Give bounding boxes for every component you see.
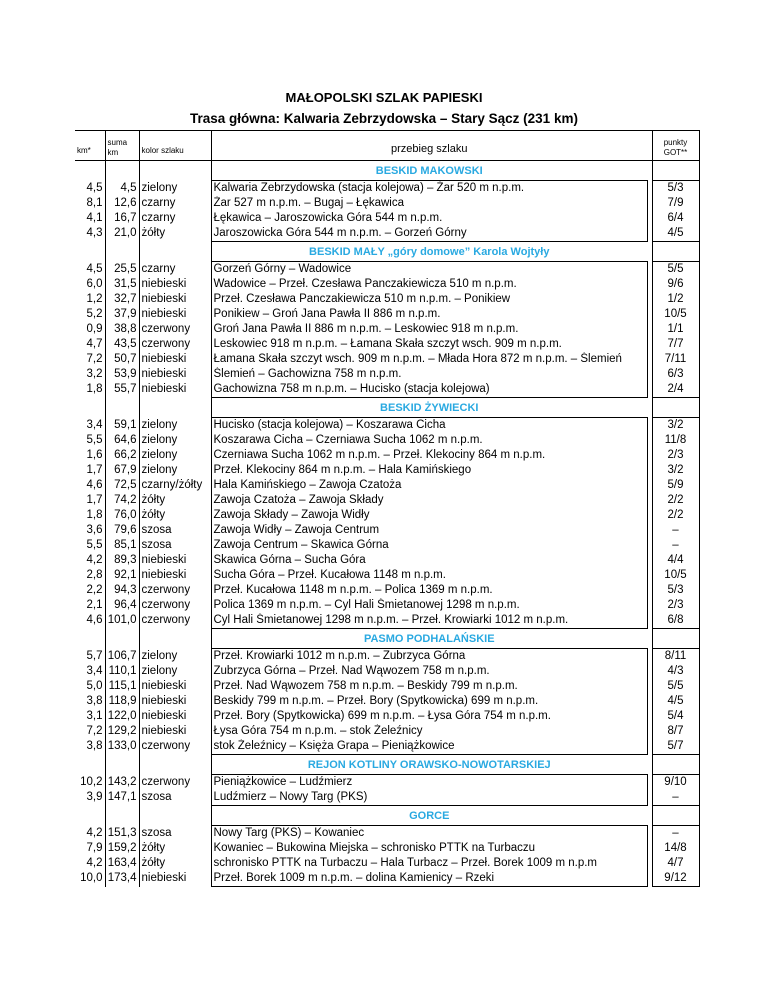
punkty-got-cell: 5/5 bbox=[652, 262, 699, 278]
suma-km-cell: 4,5 bbox=[105, 181, 139, 197]
header-km: km* bbox=[75, 131, 105, 161]
section-title: BESKID ŻYWIECKI bbox=[380, 402, 479, 414]
km-cell: 6,0 bbox=[75, 277, 105, 292]
punkty-got-cell: 2/2 bbox=[652, 493, 699, 508]
suma-km-cell: 38,8 bbox=[105, 322, 139, 337]
table-row bbox=[75, 418, 699, 434]
kolor-szlaku-cell: zielony bbox=[139, 448, 211, 463]
km-cell: 4,6 bbox=[75, 478, 105, 493]
suma-km-cell: 43,5 bbox=[105, 337, 139, 352]
suma-km-cell: 50,7 bbox=[105, 352, 139, 367]
km-cell: 7,9 bbox=[75, 841, 105, 856]
table-row bbox=[75, 448, 699, 463]
section-punkty-cell bbox=[652, 755, 699, 775]
table-row bbox=[75, 649, 699, 665]
kolor-szlaku-cell: niebieski bbox=[139, 307, 211, 322]
kolor-szlaku-cell: niebieski bbox=[139, 871, 211, 887]
kolor-szlaku-cell: czerwony bbox=[139, 775, 211, 791]
table-row bbox=[75, 664, 699, 679]
suma-km-cell: 94,3 bbox=[105, 583, 139, 598]
table-row bbox=[75, 508, 699, 523]
section-punkty-cell bbox=[652, 629, 699, 649]
punkty-got-cell: 6/3 bbox=[652, 367, 699, 382]
header-suma-km: suma km bbox=[105, 131, 139, 161]
suma-km-cell: 12,6 bbox=[105, 196, 139, 211]
przebieg-szlaku-cell: Gachowizna 758 m n.p.m. – Hucisko (stacja kolejowa) bbox=[211, 382, 647, 398]
przebieg-szlaku-cell: stok Żeleźnicy – Księża Grapa – Pieniążkowice bbox=[211, 739, 647, 755]
kolor-szlaku-cell: niebieski bbox=[139, 568, 211, 583]
przebieg-szlaku-cell: Hucisko (stacja kolejowa) – Koszarawa Cicha bbox=[211, 418, 647, 434]
section-header-row bbox=[75, 161, 699, 181]
document-subtitle: Trasa główna: Kalwaria Zebrzydowska – Stary Sącz (231 km) bbox=[190, 111, 578, 126]
punkty-got-cell: 2/3 bbox=[652, 448, 699, 463]
przebieg-szlaku-cell: Zubrzyca Górna – Przeł. Nad Wąwozem 758 m n.p.m. bbox=[211, 664, 647, 679]
suma-km-cell: 163,4 bbox=[105, 856, 139, 871]
suma-km-cell: 129,2 bbox=[105, 724, 139, 739]
km-cell: 8,1 bbox=[75, 196, 105, 211]
suma-km-cell: 96,4 bbox=[105, 598, 139, 613]
punkty-got-cell: 3/2 bbox=[652, 418, 699, 434]
przebieg-szlaku-cell: Przeł. Klekociny 864 m n.p.m. – Hala Kamińskiego bbox=[211, 463, 647, 478]
km-cell: 3,4 bbox=[75, 664, 105, 679]
kolor-szlaku-cell: czerwony bbox=[139, 739, 211, 755]
przebieg-szlaku-cell: Jaroszowicka Góra 544 m n.p.m. – Gorzeń Górny bbox=[211, 226, 647, 242]
km-cell: 1,7 bbox=[75, 463, 105, 478]
przebieg-szlaku-cell: Czerniawa Sucha 1062 m n.p.m. – Przeł. Klekociny 864 m n.p.m. bbox=[211, 448, 647, 463]
table-row bbox=[75, 856, 699, 871]
table-row bbox=[75, 367, 699, 382]
km-cell: 4,2 bbox=[75, 553, 105, 568]
suma-km-cell: 85,1 bbox=[105, 538, 139, 553]
table-row bbox=[75, 568, 699, 583]
section-suma-cell bbox=[105, 398, 139, 418]
km-cell: 2,1 bbox=[75, 598, 105, 613]
kolor-szlaku-cell: czerwony bbox=[139, 583, 211, 598]
table-row bbox=[75, 583, 699, 598]
kolor-szlaku-cell: czarny bbox=[139, 262, 211, 278]
table-row bbox=[75, 679, 699, 694]
kolor-szlaku-cell: niebieski bbox=[139, 553, 211, 568]
km-cell: 1,6 bbox=[75, 448, 105, 463]
przebieg-szlaku-cell: Łysa Góra 754 m n.p.m. – stok Żeleźnicy bbox=[211, 724, 647, 739]
przebieg-szlaku-cell: Zawoja Widły – Zawoja Centrum bbox=[211, 523, 647, 538]
suma-km-cell: 118,9 bbox=[105, 694, 139, 709]
km-cell: 5,7 bbox=[75, 649, 105, 665]
przebieg-szlaku-cell: Zawoja Czatoża – Zawoja Składy bbox=[211, 493, 647, 508]
table-row bbox=[75, 277, 699, 292]
punkty-got-cell: 1/2 bbox=[652, 292, 699, 307]
section-title: PASMO PODHALAŃSKIE bbox=[363, 633, 495, 645]
kolor-szlaku-cell: szosa bbox=[139, 790, 211, 806]
table-row bbox=[75, 382, 699, 398]
table-row bbox=[75, 841, 699, 856]
table-row bbox=[75, 709, 699, 724]
suma-km-cell: 133,0 bbox=[105, 739, 139, 755]
section-kolor-cell bbox=[139, 398, 211, 418]
table-row bbox=[75, 613, 699, 629]
przebieg-szlaku-cell: Hala Kamińskiego – Zawoja Czatoża bbox=[211, 478, 647, 493]
przebieg-szlaku-cell: Ślemień – Gachowizna 758 m n.p.m. bbox=[211, 367, 647, 382]
kolor-szlaku-cell: zielony bbox=[139, 664, 211, 679]
km-cell: 1,2 bbox=[75, 292, 105, 307]
section-header-row bbox=[75, 806, 699, 826]
km-cell: 3,2 bbox=[75, 367, 105, 382]
km-cell: 4,6 bbox=[75, 613, 105, 629]
section-kolor-cell bbox=[139, 755, 211, 775]
punkty-got-cell: 2/3 bbox=[652, 598, 699, 613]
kolor-szlaku-cell: zielony bbox=[139, 649, 211, 665]
kolor-szlaku-cell: czarny bbox=[139, 211, 211, 226]
section-header-row bbox=[75, 629, 699, 649]
table-row bbox=[75, 790, 699, 806]
suma-km-cell: 16,7 bbox=[105, 211, 139, 226]
punkty-got-cell: 14/8 bbox=[652, 841, 699, 856]
punkty-got-cell: 4/5 bbox=[652, 694, 699, 709]
suma-km-cell: 59,1 bbox=[105, 418, 139, 434]
table-row bbox=[75, 553, 699, 568]
punkty-got-cell: 5/7 bbox=[652, 739, 699, 755]
section-title: BESKID MAKOWSKI bbox=[375, 165, 483, 177]
punkty-got-cell: 2/2 bbox=[652, 508, 699, 523]
section-header-row bbox=[75, 755, 699, 775]
table-row bbox=[75, 211, 699, 226]
kolor-szlaku-cell: niebieski bbox=[139, 694, 211, 709]
table-row bbox=[75, 871, 699, 887]
kolor-szlaku-cell: niebieski bbox=[139, 367, 211, 382]
suma-km-cell: 32,7 bbox=[105, 292, 139, 307]
section-suma-cell bbox=[105, 806, 139, 826]
km-cell: 4,2 bbox=[75, 856, 105, 871]
punkty-got-cell: 4/5 bbox=[652, 226, 699, 242]
kolor-szlaku-cell: czerwony bbox=[139, 322, 211, 337]
punkty-got-cell: 6/4 bbox=[652, 211, 699, 226]
suma-km-cell: 31,5 bbox=[105, 277, 139, 292]
section-km-cell bbox=[75, 161, 105, 181]
suma-km-cell: 101,0 bbox=[105, 613, 139, 629]
punkty-got-cell: 8/7 bbox=[652, 724, 699, 739]
table-row bbox=[75, 538, 699, 553]
przebieg-szlaku-cell: Cyl Hali Śmietanowej 1298 m n.p.m. – Przeł. Krowiarki 1012 m n.p.m. bbox=[211, 613, 647, 629]
km-cell: 3,8 bbox=[75, 739, 105, 755]
punkty-got-cell: – bbox=[652, 523, 699, 538]
przebieg-szlaku-cell: Groń Jana Pawła II 886 m n.p.m. – Leskowiec 918 m n.p.m. bbox=[211, 322, 647, 337]
table-row bbox=[75, 775, 699, 791]
km-cell: 4,1 bbox=[75, 211, 105, 226]
przebieg-szlaku-cell: Zawoja Składy – Zawoja Widły bbox=[211, 508, 647, 523]
przebieg-szlaku-cell: Kalwaria Zebrzydowska (stacja kolejowa) – Żar 520 m n.p.m. bbox=[211, 181, 647, 197]
table-row bbox=[75, 307, 699, 322]
suma-km-cell: 25,5 bbox=[105, 262, 139, 278]
section-header-row bbox=[75, 398, 699, 418]
przebieg-szlaku-cell: Pieniążkowice – Ludźmierz bbox=[211, 775, 647, 791]
table-row bbox=[75, 196, 699, 211]
suma-km-cell: 21,0 bbox=[105, 226, 139, 242]
section-kolor-cell bbox=[139, 242, 211, 262]
km-cell: 1,7 bbox=[75, 493, 105, 508]
punkty-got-cell: – bbox=[652, 790, 699, 806]
suma-km-cell: 53,9 bbox=[105, 367, 139, 382]
punkty-got-cell: – bbox=[652, 826, 699, 842]
punkty-got-cell: 5/5 bbox=[652, 679, 699, 694]
km-cell: 5,5 bbox=[75, 538, 105, 553]
kolor-szlaku-cell: niebieski bbox=[139, 724, 211, 739]
suma-km-cell: 159,2 bbox=[105, 841, 139, 856]
kolor-szlaku-cell: niebieski bbox=[139, 382, 211, 398]
section-kolor-cell bbox=[139, 806, 211, 826]
punkty-got-cell: 5/4 bbox=[652, 709, 699, 724]
section-km-cell bbox=[75, 755, 105, 775]
header-przebieg-szlaku: przebieg szlaku bbox=[211, 131, 647, 161]
table-row bbox=[75, 322, 699, 337]
suma-km-cell: 55,7 bbox=[105, 382, 139, 398]
punkty-got-cell: 4/3 bbox=[652, 664, 699, 679]
kolor-szlaku-cell: szosa bbox=[139, 523, 211, 538]
przebieg-szlaku-cell: Łamana Skała szczyt wsch. 909 m n.p.m. – Młada Hora 872 m n.p.m. – Ślemień bbox=[211, 352, 647, 367]
suma-km-cell: 173,4 bbox=[105, 871, 139, 887]
section-suma-cell bbox=[105, 629, 139, 649]
table-header-row bbox=[75, 131, 699, 161]
suma-km-cell: 122,0 bbox=[105, 709, 139, 724]
kolor-szlaku-cell: zielony bbox=[139, 418, 211, 434]
przebieg-szlaku-cell: Polica 1369 m n.p.m. – Cyl Hali Śmietanowej 1298 m n.p.m. bbox=[211, 598, 647, 613]
section-punkty-cell bbox=[652, 242, 699, 262]
punkty-got-cell: 5/9 bbox=[652, 478, 699, 493]
punkty-got-cell: 10/5 bbox=[652, 307, 699, 322]
suma-km-cell: 76,0 bbox=[105, 508, 139, 523]
przebieg-szlaku-cell: Przeł. Nad Wąwozem 758 m n.p.m. – Beskidy 799 m n.p.m. bbox=[211, 679, 647, 694]
km-cell: 5,2 bbox=[75, 307, 105, 322]
km-cell: 7,2 bbox=[75, 352, 105, 367]
kolor-szlaku-cell: czerwony bbox=[139, 337, 211, 352]
section-kolor-cell bbox=[139, 161, 211, 181]
kolor-szlaku-cell: żółty bbox=[139, 841, 211, 856]
przebieg-szlaku-cell: Przeł. Bory (Spytkowicka) 699 m n.p.m. – Łysa Góra 754 m n.p.m. bbox=[211, 709, 647, 724]
header-punkty-got: punkty GOT** bbox=[652, 131, 699, 161]
table-row bbox=[75, 181, 699, 197]
punkty-got-cell: 9/10 bbox=[652, 775, 699, 791]
przebieg-szlaku-cell: schronisko PTTK na Turbaczu – Hala Turbacz – Przeł. Borek 1009 m n.p.m bbox=[211, 856, 647, 871]
km-cell: 7,2 bbox=[75, 724, 105, 739]
punkty-got-cell: 7/9 bbox=[652, 196, 699, 211]
table-row bbox=[75, 226, 699, 242]
kolor-szlaku-cell: żółty bbox=[139, 856, 211, 871]
section-title: BESKID MAŁY „góry domowe” Karola Wojtyły bbox=[309, 246, 550, 258]
table-row bbox=[75, 337, 699, 352]
kolor-szlaku-cell: czerwony bbox=[139, 613, 211, 629]
section-km-cell bbox=[75, 242, 105, 262]
table-row bbox=[75, 478, 699, 493]
przebieg-szlaku-cell: Przeł. Krowiarki 1012 m n.p.m. – Zubrzyca Górna bbox=[211, 649, 647, 665]
suma-km-cell: 106,7 bbox=[105, 649, 139, 665]
punkty-got-cell: 4/7 bbox=[652, 856, 699, 871]
punkty-got-cell: 3/2 bbox=[652, 463, 699, 478]
kolor-szlaku-cell: niebieski bbox=[139, 292, 211, 307]
table-row bbox=[75, 724, 699, 739]
punkty-got-cell: 5/3 bbox=[652, 181, 699, 197]
punkty-got-cell: – bbox=[652, 538, 699, 553]
suma-km-cell: 72,5 bbox=[105, 478, 139, 493]
document-title: MAŁOPOLSKI SZLAK PAPIESKI bbox=[285, 90, 483, 105]
table-row bbox=[75, 739, 699, 755]
section-km-cell bbox=[75, 398, 105, 418]
trail-table bbox=[75, 130, 700, 887]
section-title: REJON KOTLINY ORAWSKO-NOWOTARSKIEJ bbox=[307, 759, 551, 771]
table-row bbox=[75, 694, 699, 709]
km-cell: 10,0 bbox=[75, 871, 105, 887]
punkty-got-cell: 7/7 bbox=[652, 337, 699, 352]
przebieg-szlaku-cell: Żar 527 m n.p.m. – Bugaj – Łękawica bbox=[211, 196, 647, 211]
suma-km-cell: 66,2 bbox=[105, 448, 139, 463]
punkty-got-cell: 2/4 bbox=[652, 382, 699, 398]
section-suma-cell bbox=[105, 161, 139, 181]
km-cell: 1,8 bbox=[75, 508, 105, 523]
kolor-szlaku-cell: żółty bbox=[139, 493, 211, 508]
suma-km-cell: 37,9 bbox=[105, 307, 139, 322]
kolor-szlaku-cell: żółty bbox=[139, 508, 211, 523]
punkty-got-cell: 7/11 bbox=[652, 352, 699, 367]
km-cell: 3,1 bbox=[75, 709, 105, 724]
przebieg-szlaku-cell: Ponikiew – Groń Jana Pawła II 886 m n.p.m. bbox=[211, 307, 647, 322]
punkty-got-cell: 9/6 bbox=[652, 277, 699, 292]
km-cell: 4,2 bbox=[75, 826, 105, 842]
przebieg-szlaku-cell: Sucha Góra – Przeł. Kucałowa 1148 m n.p.m. bbox=[211, 568, 647, 583]
przebieg-szlaku-cell: Przeł. Czesława Panczakiewicza 510 m n.p.m. – Ponikiew bbox=[211, 292, 647, 307]
kolor-szlaku-cell: czarny/żółty bbox=[139, 478, 211, 493]
kolor-szlaku-cell: szosa bbox=[139, 538, 211, 553]
punkty-got-cell: 10/5 bbox=[652, 568, 699, 583]
przebieg-szlaku-cell: Kowaniec – Bukowina Miejska – schronisko PTTK na Turbaczu bbox=[211, 841, 647, 856]
section-km-cell bbox=[75, 806, 105, 826]
kolor-szlaku-cell: czerwony bbox=[139, 598, 211, 613]
suma-km-cell: 79,6 bbox=[105, 523, 139, 538]
km-cell: 2,8 bbox=[75, 568, 105, 583]
kolor-szlaku-cell: czarny bbox=[139, 196, 211, 211]
przebieg-szlaku-cell: Przeł. Kucałowa 1148 m n.p.m. – Polica 1369 m n.p.m. bbox=[211, 583, 647, 598]
table-row bbox=[75, 352, 699, 367]
przebieg-szlaku-cell: Ludźmierz – Nowy Targ (PKS) bbox=[211, 790, 647, 806]
suma-km-cell: 89,3 bbox=[105, 553, 139, 568]
table-row bbox=[75, 463, 699, 478]
km-cell: 4,7 bbox=[75, 337, 105, 352]
kolor-szlaku-cell: niebieski bbox=[139, 679, 211, 694]
kolor-szlaku-cell: niebieski bbox=[139, 709, 211, 724]
table-row bbox=[75, 292, 699, 307]
table-row bbox=[75, 433, 699, 448]
km-cell: 3,9 bbox=[75, 790, 105, 806]
kolor-szlaku-cell: żółty bbox=[139, 226, 211, 242]
suma-km-cell: 147,1 bbox=[105, 790, 139, 806]
km-cell: 3,4 bbox=[75, 418, 105, 434]
section-suma-cell bbox=[105, 755, 139, 775]
kolor-szlaku-cell: zielony bbox=[139, 181, 211, 197]
suma-km-cell: 110,1 bbox=[105, 664, 139, 679]
table-row bbox=[75, 523, 699, 538]
przebieg-szlaku-cell: Przeł. Borek 1009 m n.p.m. – dolina Kamienicy – Rzeki bbox=[211, 871, 647, 887]
punkty-got-cell: 1/1 bbox=[652, 322, 699, 337]
km-cell: 4,5 bbox=[75, 262, 105, 278]
przebieg-szlaku-cell: Zawoja Centrum – Skawica Górna bbox=[211, 538, 647, 553]
przebieg-szlaku-cell: Łękawica – Jaroszowicka Góra 544 m n.p.m. bbox=[211, 211, 647, 226]
section-punkty-cell bbox=[652, 161, 699, 181]
table-row bbox=[75, 598, 699, 613]
przebieg-szlaku-cell: Nowy Targ (PKS) – Kowaniec bbox=[211, 826, 647, 842]
km-cell: 0,9 bbox=[75, 322, 105, 337]
section-title: GORCE bbox=[409, 810, 450, 822]
km-cell: 4,5 bbox=[75, 181, 105, 197]
table-row bbox=[75, 493, 699, 508]
suma-km-cell: 151,3 bbox=[105, 826, 139, 842]
km-cell: 3,8 bbox=[75, 694, 105, 709]
section-kolor-cell bbox=[139, 629, 211, 649]
przebieg-szlaku-cell: Leskowiec 918 m n.p.m. – Łamana Skała szczyt wsch. 909 m n.p.m. bbox=[211, 337, 647, 352]
km-cell: 3,6 bbox=[75, 523, 105, 538]
section-km-cell bbox=[75, 629, 105, 649]
punkty-got-cell: 5/3 bbox=[652, 583, 699, 598]
przebieg-szlaku-cell: Gorzeń Górny – Wadowice bbox=[211, 262, 647, 278]
kolor-szlaku-cell: zielony bbox=[139, 463, 211, 478]
km-cell: 4,3 bbox=[75, 226, 105, 242]
suma-km-cell: 143,2 bbox=[105, 775, 139, 791]
kolor-szlaku-cell: szosa bbox=[139, 826, 211, 842]
section-suma-cell bbox=[105, 242, 139, 262]
kolor-szlaku-cell: niebieski bbox=[139, 352, 211, 367]
section-punkty-cell bbox=[652, 398, 699, 418]
km-cell: 5,5 bbox=[75, 433, 105, 448]
suma-km-cell: 74,2 bbox=[105, 493, 139, 508]
przebieg-szlaku-cell: Beskidy 799 m n.p.m. – Przeł. Bory (Spytkowicka) 699 m n.p.m. bbox=[211, 694, 647, 709]
suma-km-cell: 92,1 bbox=[105, 568, 139, 583]
kolor-szlaku-cell: niebieski bbox=[139, 277, 211, 292]
kolor-szlaku-cell: zielony bbox=[139, 433, 211, 448]
przebieg-szlaku-cell: Skawica Górna – Sucha Góra bbox=[211, 553, 647, 568]
table-row bbox=[75, 826, 699, 842]
przebieg-szlaku-cell: Koszarawa Cicha – Czerniawa Sucha 1062 m n.p.m. bbox=[211, 433, 647, 448]
section-header-row bbox=[75, 242, 699, 262]
section-punkty-cell bbox=[652, 806, 699, 826]
suma-km-cell: 67,9 bbox=[105, 463, 139, 478]
suma-km-cell: 64,6 bbox=[105, 433, 139, 448]
km-cell: 5,0 bbox=[75, 679, 105, 694]
table-row bbox=[75, 262, 699, 278]
punkty-got-cell: 11/8 bbox=[652, 433, 699, 448]
punkty-got-cell: 6/8 bbox=[652, 613, 699, 629]
km-cell: 2,2 bbox=[75, 583, 105, 598]
km-cell: 10,2 bbox=[75, 775, 105, 791]
punkty-got-cell: 8/11 bbox=[652, 649, 699, 665]
km-cell: 1,8 bbox=[75, 382, 105, 398]
przebieg-szlaku-cell: Wadowice – Przeł. Czesława Panczakiewicza 510 m n.p.m. bbox=[211, 277, 647, 292]
punkty-got-cell: 4/4 bbox=[652, 553, 699, 568]
suma-km-cell: 115,1 bbox=[105, 679, 139, 694]
punkty-got-cell: 9/12 bbox=[652, 871, 699, 887]
header-kolor-szlaku: kolor szlaku bbox=[139, 131, 211, 161]
